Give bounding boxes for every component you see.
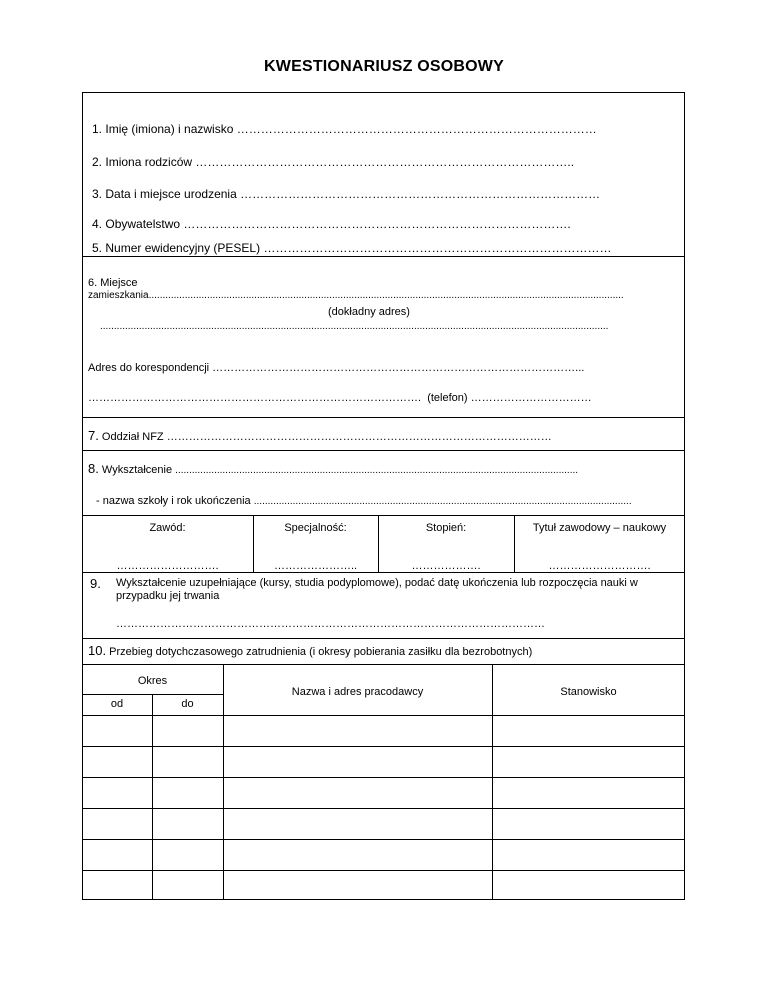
fill-dots: ……………………………………………………………………………….: [88, 392, 422, 404]
divider: [82, 450, 685, 451]
school-row[interactable]: [96, 495, 632, 508]
divider: [82, 694, 223, 695]
education-row[interactable]: [88, 462, 578, 477]
field-label: Imiona rodziców: [105, 155, 193, 169]
phone-label: (telefon): [427, 392, 468, 404]
table-row: [82, 715, 685, 716]
employment-label: Przebieg dotychczasowego zatrudnienia (i okresy pobierania zasiłku dla bezrobotnych): [109, 646, 533, 658]
field-label: Wykształcenie: [101, 464, 173, 476]
divider: [82, 664, 685, 665]
field-number: 2.: [92, 155, 103, 169]
divider: [82, 515, 685, 516]
column-header-profession: Zawód:: [149, 522, 186, 534]
employment-header: [88, 644, 532, 659]
field-label: Imię (imiona) i nazwisko: [105, 122, 234, 136]
fill-dots: ........................................................................................................................................: [253, 496, 632, 507]
divider: [82, 417, 685, 418]
column-header-title: Tytuł zawodowy – naukowy: [532, 522, 667, 534]
table-row: [82, 839, 685, 840]
field-number: 7.: [88, 428, 99, 443]
field-citizenship-row[interactable]: [92, 218, 571, 231]
school-label: - nazwa szkoły i rok ukończenia: [96, 495, 251, 507]
field-number: 1.: [92, 122, 103, 136]
field-number: 4.: [92, 217, 103, 231]
field-number: 10.: [88, 643, 107, 658]
table-divider: [492, 664, 493, 900]
nfz-row[interactable]: [88, 429, 552, 444]
field-number: 5.: [92, 241, 103, 255]
fill-dots: ………………………………………………………………………………: [236, 122, 597, 136]
position-header: Stanowisko: [560, 686, 617, 698]
fill-dots[interactable]: ………………………………………………………………………………………………………: [116, 618, 545, 630]
supplementary-label-cont: przypadku jej trwania: [116, 590, 220, 602]
fill-dots: ...........................................................................................................................................................................: [148, 290, 624, 301]
correspondence-row[interactable]: [88, 362, 584, 375]
field-name-row[interactable]: [92, 123, 597, 136]
fill-dots: ……………………………………………………………………………………………: [166, 431, 552, 443]
field-pesel-row[interactable]: [92, 242, 611, 255]
field-birth-row[interactable]: [92, 188, 600, 201]
divider: [82, 256, 685, 257]
to-header: do: [181, 698, 194, 710]
form-title: KWESTIONARIUSZ OSOBOWY: [264, 58, 504, 75]
title-value[interactable]: ……………………….: [548, 560, 651, 572]
table-row: [82, 777, 685, 778]
supplementary-label: Wykształcenie uzupełniające (kursy, studia podyplomowe), podać datę ukończenia lub rozpoczęcia nauki w: [116, 577, 638, 589]
table-row: [82, 870, 685, 871]
field-number: 9.: [90, 576, 101, 591]
field-label: Numer ewidencyjny (PESEL): [105, 241, 261, 255]
from-header: od: [110, 698, 124, 710]
field-number: 3.: [92, 187, 103, 201]
field-parents-row[interactable]: [92, 156, 574, 169]
specialty-value[interactable]: …………………..: [273, 560, 358, 572]
address-label: 6. Miejsce: [88, 277, 138, 289]
correspondence-label: Adres do korespondencji: [88, 362, 210, 374]
fill-dots: …………………………………………………………………………………..: [195, 155, 575, 169]
field-number: 8.: [88, 461, 99, 476]
table-row: [82, 808, 685, 809]
fill-dots: ………………………………………………………………………………………...: [212, 362, 585, 374]
fill-dots: …………………………………………………………………………………….: [183, 217, 571, 231]
address-hint: (dokładny adres): [328, 306, 410, 318]
field-label: Data i miejsce urodzenia: [105, 187, 237, 201]
field-label: Obywatelstwo: [105, 217, 181, 231]
table-row: [82, 746, 685, 747]
divider: [82, 572, 685, 573]
period-header: Okres: [137, 675, 168, 687]
fill-dots: ………………………………………………………………………………: [240, 187, 601, 201]
address-label-cont: zamieszkania: [88, 290, 149, 301]
divider: [82, 638, 685, 639]
phone-row[interactable]: [88, 392, 592, 405]
degree-value[interactable]: ……………….: [411, 560, 481, 572]
profession-value[interactable]: ……………………….: [116, 560, 219, 572]
address-row[interactable]: [88, 289, 624, 302]
column-header-degree: Stopień:: [425, 522, 467, 534]
field-label: Oddział NFZ: [101, 431, 164, 443]
table-divider: [223, 664, 224, 900]
fill-dots: .................................................................................................................................................: [175, 465, 579, 476]
fill-dots: ……………………………………………………………………………: [263, 241, 612, 255]
column-header-specialty: Specjalność:: [284, 522, 347, 534]
fill-dots[interactable]: .......................................................................................................................................................................................: [100, 321, 609, 332]
employer-header: Nazwa i adres pracodawcy: [291, 686, 424, 698]
fill-dots: ……………………………: [470, 392, 592, 404]
